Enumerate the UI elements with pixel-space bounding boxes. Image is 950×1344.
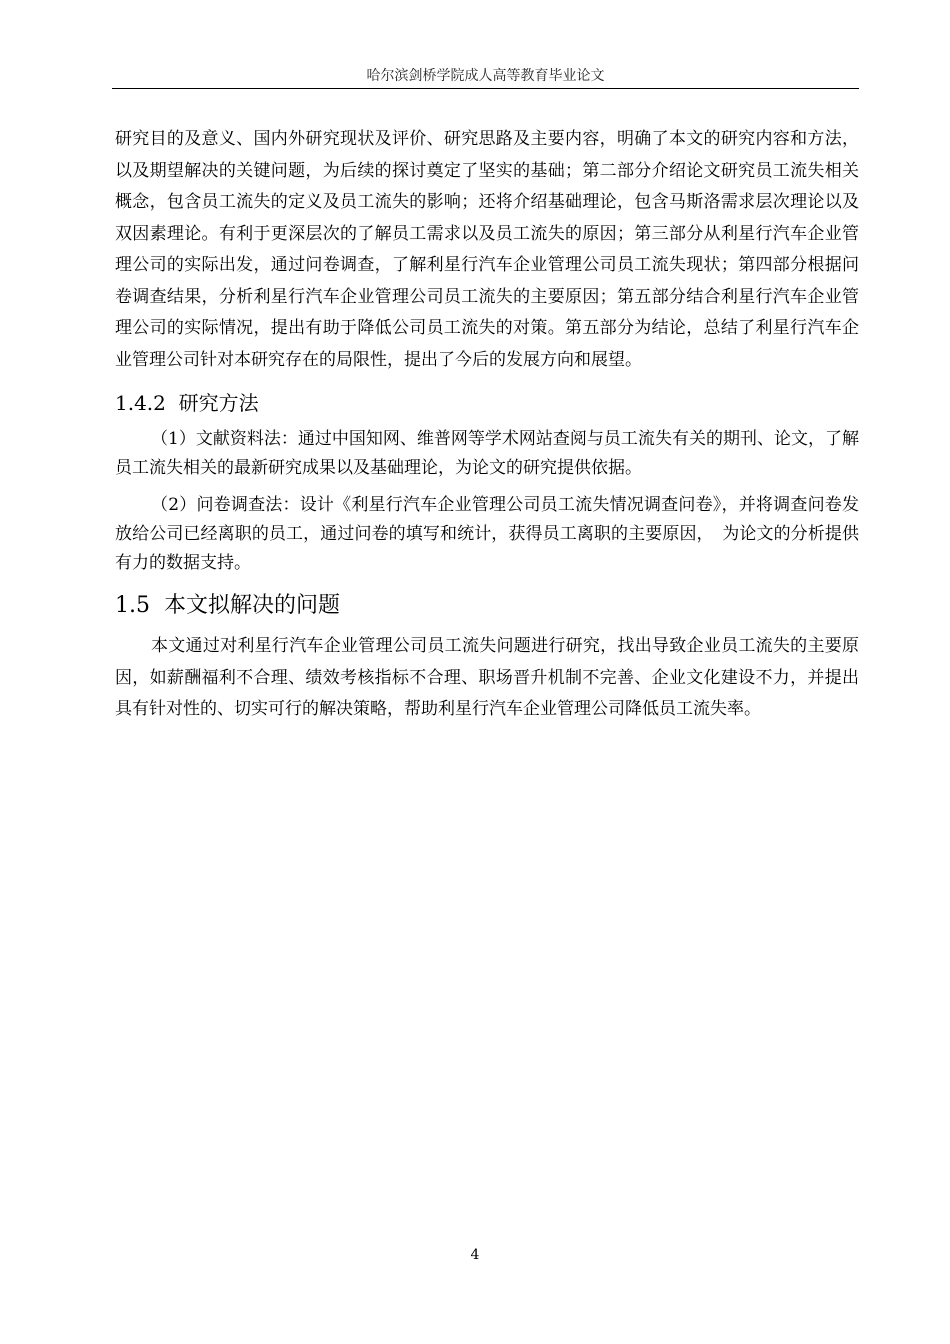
paragraph-gap bbox=[115, 483, 859, 491]
header-divider bbox=[112, 88, 859, 89]
section-number: 1.5 bbox=[115, 593, 150, 618]
problem-paragraph: 本文通过对利星行汽车企业管理公司员工流失问题进行研究，找出导致企业员工流失的主要原因，如薪酬福利不合理、绩效考核指标不合理、职场晋升机制不完善、企业文化建设不力，并提出具有针对性的、切实可行的解决策略，帮助利星行汽车企业管理公司降低员工流失率。 bbox=[115, 636, 859, 719]
section-title: 本文拟解决的问题 bbox=[164, 593, 341, 618]
section-heading-1-4-2 bbox=[115, 389, 859, 417]
section-number: 1.4.2 bbox=[115, 391, 166, 415]
method-questionnaire-paragraph: （2）问卷调查法：设计《利星行汽车企业管理公司员工流失情况调查问卷》，并将调查问卷发放给公司已经离职的员工，通过问卷的填写和统计，获得员工离职的主要原因， 为论文的分析提供有力的数据支持。 bbox=[115, 495, 859, 573]
section-heading-1-5 bbox=[115, 591, 859, 621]
page-number: 4 bbox=[470, 1247, 480, 1263]
intro-paragraph: 研究目的及意义、国内外研究现状及评价、研究思路及主要内容，明确了本文的研究内容和方法，以及期望解决的关键问题，为后续的探讨奠定了坚实的基础；第二部分介绍论文研究员工流失相关概念，包含员工流失的定义及员工流失的影响；还将介绍基础理论，包含马斯洛需求层次理论以及双因素理论。有利于更深层次的了解员工需求以及员工流失的原因；第三部分从利星行汽车企业管理公司的实际出发，通过问卷调查，了解利星行汽车企业管理公司员工流失现状；第四部分根据问卷调查结果，分析利星行汽车企业管理公司员工流失的主要原因；第五部分结合利星行汽车企业管理公司的实际情况，提出有助于降低公司员工流失的对策。第五部分为结论，总结了利星行汽车企业管理公司针对本研究存在的局限性，提出了今后的发展方向和展望。 bbox=[115, 129, 859, 370]
running-header: 哈尔滨剑桥学院成人高等教育毕业论文 bbox=[366, 68, 605, 84]
method-literature-paragraph: （1）文献资料法：通过中国知网、维普网等学术网站查阅与员工流失有关的期刊、论文，了解员工流失相关的最新研究成果以及基础理论，为论文的研究提供依据。 bbox=[115, 429, 859, 478]
section-title: 研究方法 bbox=[178, 391, 259, 415]
page-body bbox=[115, 124, 859, 726]
